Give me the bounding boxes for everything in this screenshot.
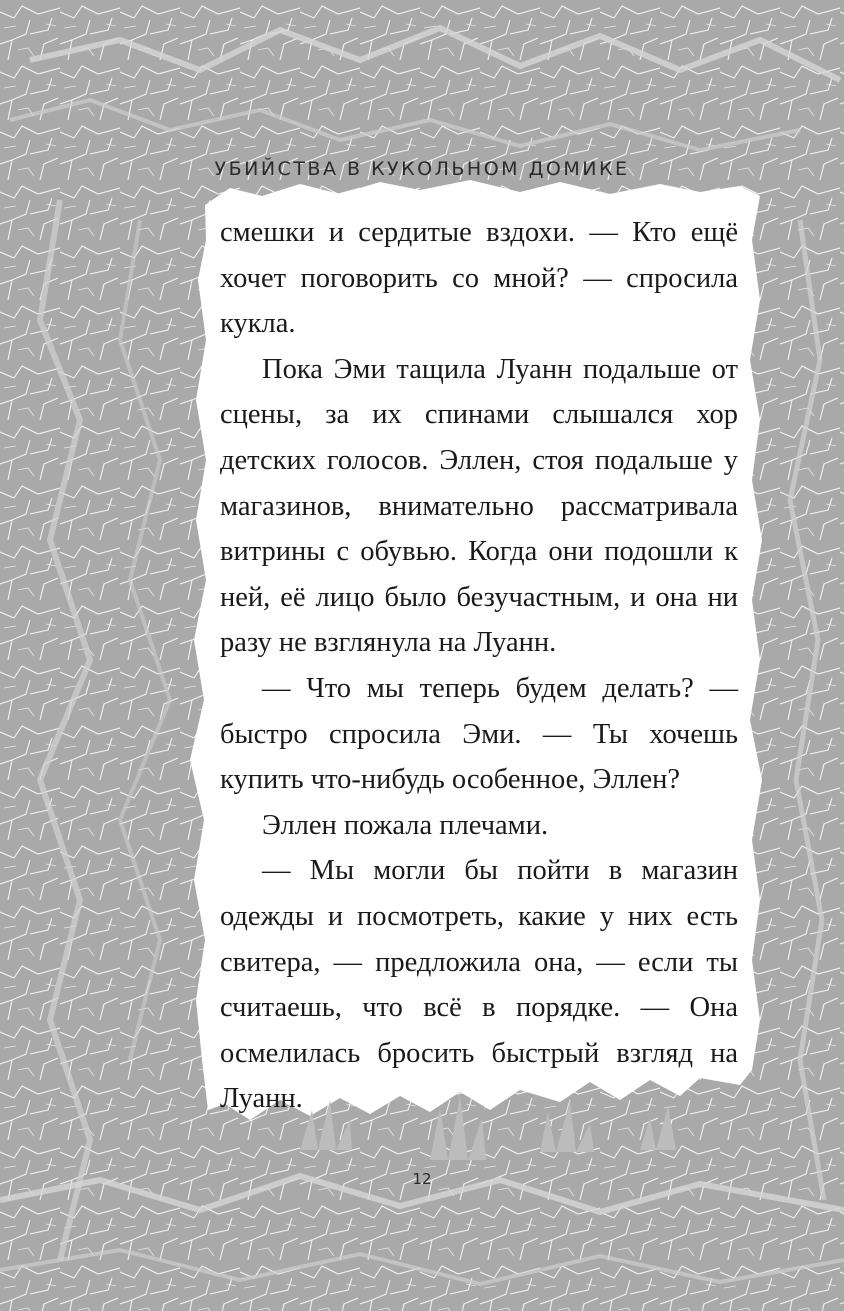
paragraph: Эллен пожала плечами. xyxy=(262,809,549,841)
page-number: 12 xyxy=(412,1170,432,1188)
paragraph: Пока Эми тащила Луанн подальше от сцены, за их спинами слышался хор детских голосов. Эллен, стоя подальше у магазинов, внимательно рассматривала витрины с обувью. Когда они подошли к ней, её лицо было безучастным, и она ни разу не взглянула на Луанн. xyxy=(220,353,738,659)
paragraph: — Мы могли бы пойти в магазин одежды и посмотреть, какие у них есть свитера, — предложила она, — если ты считаешь, что всё в порядке. — Она осмелилась бросить быстрый взгляд на Луанн. xyxy=(220,855,738,1115)
body-text xyxy=(220,210,738,1122)
paragraph: — Что мы теперь будем делать? — быстро спросила Эми. — Ты хочешь купить что-нибудь особенное, Эллен? xyxy=(220,672,738,796)
running-head: УБИЙСТВА В КУКОЛЬНОМ ДОМИКЕ xyxy=(214,158,630,180)
paragraph: смешки и сердитые вздохи. — Кто ещё хочет поговорить со мной? — спросила кукла. xyxy=(220,217,738,340)
